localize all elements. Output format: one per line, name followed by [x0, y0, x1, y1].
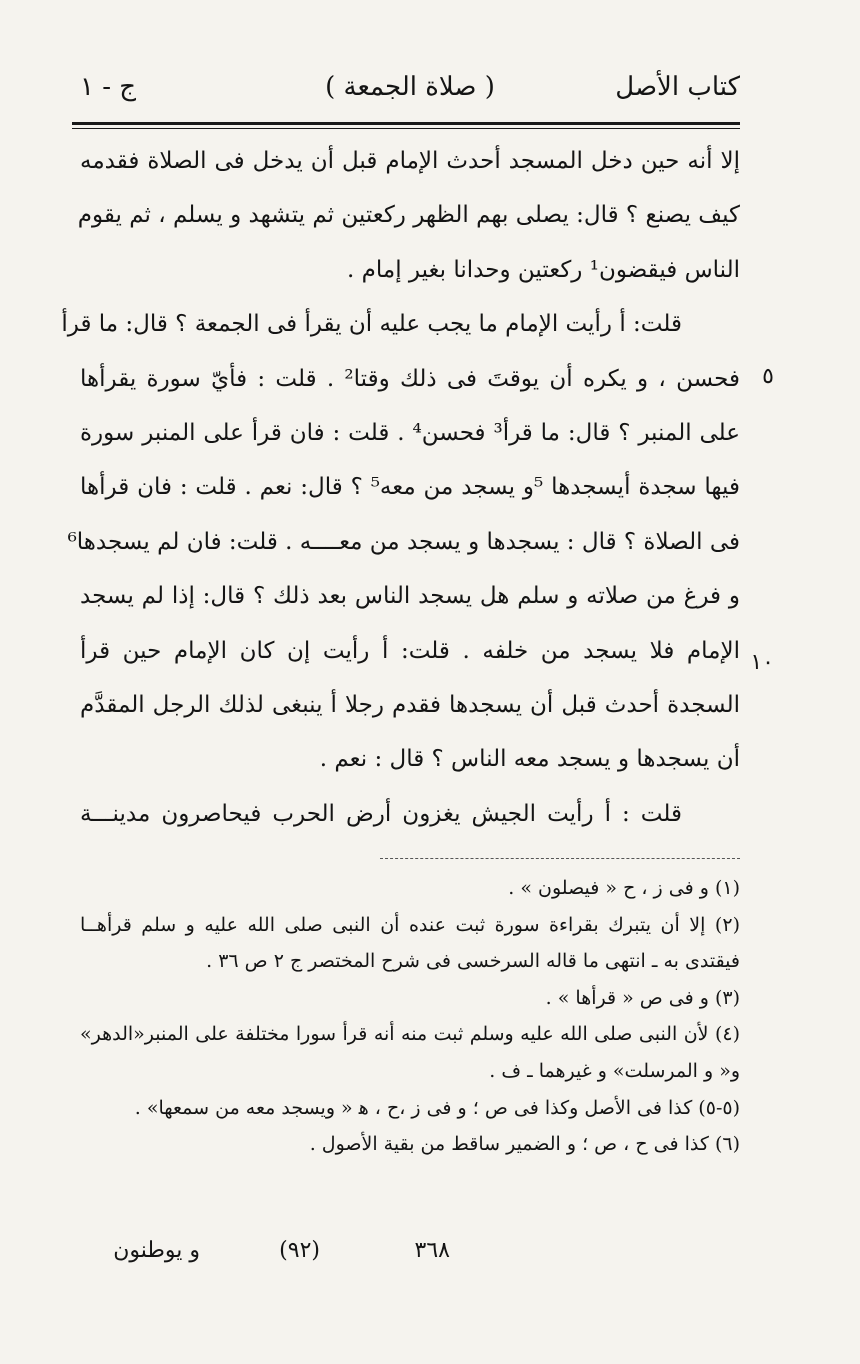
text-line: الإمام فلا يسجد من خلفه . قلت: أ رأيت إن كان الإمام حين قرأ [80, 637, 740, 664]
text-line: أن يسجدها و يسجد معه الناس ؟ قال : نعم . [319, 746, 740, 773]
header-rule-thin [72, 128, 740, 129]
footnote: (٤) لأن النبى صلى الله عليه وسلم ثبت منه أنه قرأ سورا مختلفة على المنبر«الدهر» [80, 1023, 740, 1046]
footnote-divider [380, 858, 740, 859]
footnote-continuation: فيقتدى به ـ انتهى ما قاله السرخسى فى شرح المختصر ج ٢ ص ٣٦ . [206, 950, 740, 973]
original-page-number: (٩٢) [279, 1238, 320, 1263]
text-line: كيف يصنع ؟ قال: يصلى بهم الظهر ركعتين ثم يتشهد و يسلم ، ثم يقوم [77, 202, 740, 229]
text-line: فى الصلاة ؟ قال : يسجدها و يسجد من معــــه . قلت: فان لم يسجدها⁶ [67, 528, 740, 555]
footnote: (٢) إلا أن يتبرك بقراءة سورة ثبت عنده أن النبى صلى الله عليه و سلم قرأهــا [80, 913, 740, 936]
main-text [61, 134, 740, 841]
running-header [80, 72, 740, 116]
text-line: الناس فيقضون¹ ركعتين وحدانا بغير إمام . [347, 256, 740, 283]
page-footer [80, 1238, 740, 1278]
footnotes [80, 870, 740, 1163]
footnote-continuation: و« و المرسلت» و غيرهما ـ ف . [489, 1059, 740, 1082]
catchword: و يوطنون [113, 1238, 200, 1263]
page-number: ٣٦٨ [414, 1238, 450, 1263]
line-number-5: ٥ [762, 364, 774, 389]
text-line: فيها سجدة أيسجدها ⁵و يسجد من معه⁵ ؟ قال: نعم . قلت : فان قرأها [80, 474, 740, 501]
text-line: إلا أنه حين دخل المسجد أحدث الإمام قبل أن يدخل فى الصلاة فقدمه [80, 148, 740, 174]
line-number-10: ١٠ [750, 650, 774, 675]
volume-label: ج - ١ [80, 72, 137, 102]
book-title: كتاب الأصل [615, 72, 740, 102]
text-line: السجدة أحدث قبل أن يسجدها فقدم رجلا أ ينبغى لذلك الرجل المقدَّم [80, 691, 740, 718]
text-line: فحسن ، و يكره أن يوقتَ فى ذلك وقتا² . قلت : فأيّ سورة يقرأها [80, 365, 740, 392]
footnote: (٣) و فى ص « قرأها » . [545, 986, 740, 1009]
text-line: قلت : أ رأيت الجيش يغزون أرض الحرب فيحاصرون مدينـــة [80, 800, 682, 827]
chapter-title: ( صلاة الجمعة ) [325, 72, 495, 102]
text-line: قلت: أ رأيت الإمام ما يجب عليه أن يقرأ فى الجمعة ؟ قال: ما قرأ [61, 311, 682, 338]
header-rule [72, 122, 740, 125]
text-line: على المنبر ؟ قال: ما قرأ³ فحسن⁴ . قلت : فان قرأ على المنبر سورة [80, 419, 740, 446]
footnote: (٦) كذا فى ح ، ص ؛ و الضمير ساقط من بقية الأصول . [309, 1133, 740, 1156]
footnote: (١) و فى ز ، ح « فيصلون » . [508, 877, 740, 899]
text-line: و فرغ من صلاته و سلم هل يسجد الناس بعد ذلك ؟ قال: إذا لم يسجد [80, 583, 740, 610]
footnote: (٥-٥) كذا فى الأصل وكذا فى ص ؛ و فى ز ،ح ، ﻫ « ويسجد معه من سمعها» . [134, 1096, 740, 1119]
